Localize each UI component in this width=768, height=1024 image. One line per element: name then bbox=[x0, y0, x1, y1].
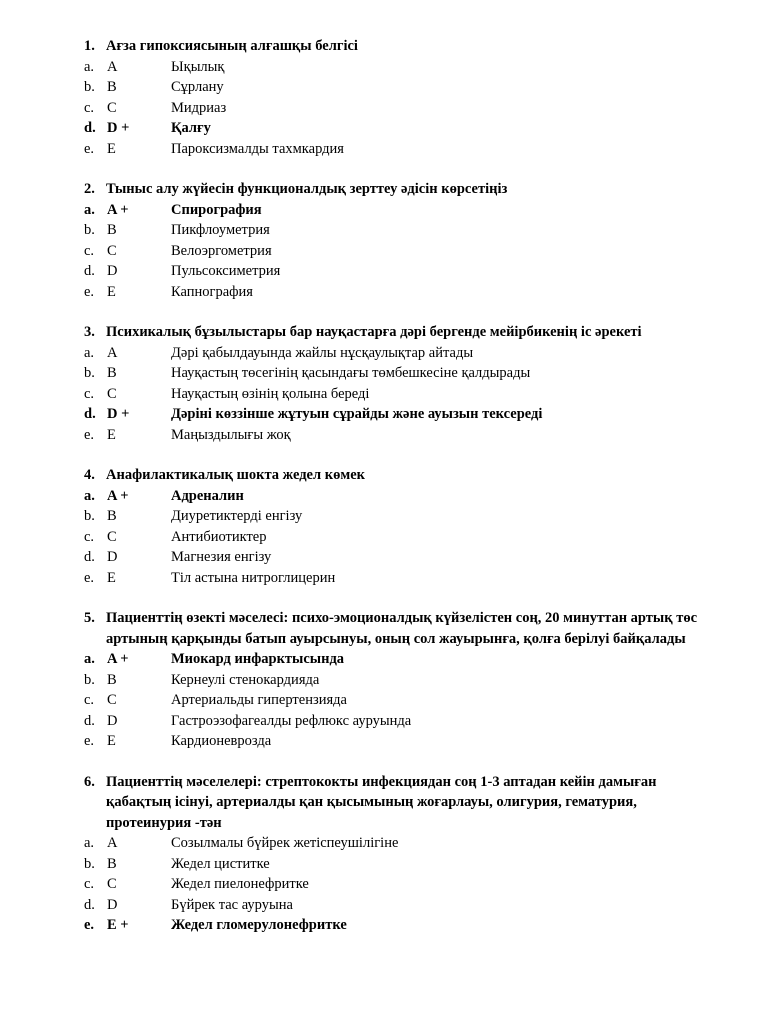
option-text: Мидриаз bbox=[171, 99, 227, 116]
option-row bbox=[84, 527, 714, 548]
option-key: D bbox=[107, 549, 118, 565]
option-key: B bbox=[107, 222, 117, 238]
question-header bbox=[84, 465, 714, 486]
option-text: Дәріні көззінше жұтуын сұрайды және ауызын тексереді bbox=[171, 406, 543, 422]
option-key: C bbox=[107, 876, 117, 892]
option-row bbox=[84, 711, 714, 732]
question-text: Анафилактикалық шокта жедел көмек bbox=[106, 467, 366, 483]
option-row bbox=[84, 220, 714, 241]
option-letter: a. bbox=[84, 344, 95, 361]
option-text: Қалғу bbox=[171, 120, 211, 136]
question-text: Ағза гипоксиясының алғашқы белгісі bbox=[106, 38, 358, 54]
option-key: D bbox=[107, 712, 118, 729]
question-3 bbox=[84, 322, 714, 445]
option-text: Гастроэзофагеалды рефлюкс ауруында bbox=[171, 712, 412, 729]
option-row bbox=[84, 506, 714, 527]
option-key: A + bbox=[107, 651, 129, 667]
option-letter: b. bbox=[84, 671, 95, 688]
option-row bbox=[84, 486, 714, 507]
option-key: B bbox=[107, 79, 117, 95]
option-row bbox=[84, 915, 714, 936]
option-key: C bbox=[107, 692, 117, 708]
question-number: 5. bbox=[84, 610, 95, 626]
option-letter: d. bbox=[84, 263, 95, 279]
option-key: E + bbox=[107, 917, 129, 933]
question-text: Психикалық бұзылыстары бар науқастарға дәрі бергенде мейірбикенің іс әрекеті bbox=[106, 324, 642, 340]
option-letter: a. bbox=[84, 651, 95, 667]
option-text: Антибиотиктер bbox=[171, 528, 267, 545]
option-letter: b. bbox=[84, 855, 95, 872]
option-letter: d. bbox=[84, 712, 95, 729]
option-text: Сұрлану bbox=[171, 79, 224, 95]
option-text: Велоэргометрия bbox=[171, 242, 272, 259]
option-row bbox=[84, 854, 714, 875]
option-row bbox=[84, 895, 714, 916]
question-header bbox=[84, 179, 714, 200]
question-header bbox=[84, 36, 714, 57]
option-key: B bbox=[107, 508, 117, 524]
option-text: Магнезия енгізу bbox=[171, 549, 272, 565]
question-4 bbox=[84, 465, 714, 588]
option-text: Пульсоксиметрия bbox=[171, 263, 281, 279]
option-letter: a. bbox=[84, 201, 95, 218]
option-row bbox=[84, 874, 714, 895]
option-key: A + bbox=[107, 201, 129, 218]
option-text: Кернеулі стенокардияда bbox=[171, 671, 320, 688]
option-text: Кардионеврозда bbox=[171, 733, 272, 749]
option-letter: d. bbox=[84, 549, 95, 565]
option-letter: a. bbox=[84, 487, 95, 504]
question-header bbox=[84, 322, 714, 343]
option-key: C bbox=[107, 528, 117, 545]
option-row bbox=[84, 200, 714, 221]
question-number: 4. bbox=[84, 467, 95, 483]
option-text: Жедел пиелонефритке bbox=[171, 876, 309, 892]
option-text: Капнография bbox=[171, 283, 253, 300]
question-header bbox=[84, 772, 714, 834]
option-letter: b. bbox=[84, 222, 95, 238]
option-letter: a. bbox=[84, 835, 95, 851]
option-key: E bbox=[107, 569, 116, 586]
option-row bbox=[84, 384, 714, 405]
option-row bbox=[84, 670, 714, 691]
option-text: Диуретиктерді енгізу bbox=[171, 508, 303, 524]
option-row bbox=[84, 139, 714, 160]
option-row bbox=[84, 547, 714, 568]
option-letter: d. bbox=[84, 406, 96, 422]
question-number: 3. bbox=[84, 324, 95, 340]
option-text: Созылмалы бүйрек жетіспеушілігіне bbox=[171, 835, 399, 851]
option-row bbox=[84, 261, 714, 282]
option-letter: e. bbox=[84, 283, 95, 300]
option-row bbox=[84, 731, 714, 752]
document-page bbox=[84, 36, 714, 956]
question-text: Тыныс алу жүйесін функционалдық зерттеу әдісін көрсетіңіз bbox=[106, 181, 508, 197]
option-key: D + bbox=[107, 120, 130, 136]
option-letter: e. bbox=[84, 917, 95, 933]
option-text: Тіл астына нитроглицерин bbox=[171, 569, 336, 586]
option-letter: c. bbox=[84, 242, 95, 259]
option-letter: e. bbox=[84, 569, 95, 586]
option-key: C bbox=[107, 242, 117, 259]
option-text: Адреналин bbox=[171, 487, 244, 504]
question-text: Пациенттің мәселелері: стрептококты инфекциядан соң 1-3 аптадан кейін дамыған қабақтың ісінуі, артериалды қан қысымының жоғарлауы, олигурия, гематурия, протеинурия -тән bbox=[106, 773, 657, 831]
option-key: B bbox=[107, 671, 117, 688]
option-key: E bbox=[107, 140, 116, 157]
option-letter: d. bbox=[84, 896, 95, 913]
option-letter: a. bbox=[84, 58, 95, 75]
question-6 bbox=[84, 772, 714, 936]
option-row bbox=[84, 98, 714, 119]
option-text: Артериальды гипертензияда bbox=[171, 692, 347, 708]
option-row bbox=[84, 241, 714, 262]
option-row bbox=[84, 118, 714, 139]
option-row bbox=[84, 57, 714, 78]
option-letter: c. bbox=[84, 876, 95, 892]
option-row bbox=[84, 425, 714, 446]
option-row bbox=[84, 363, 714, 384]
option-text: Бүйрек тас ауруына bbox=[171, 896, 293, 913]
option-text: Дәрі қабылдауында жайлы нұсқаулықтар айтады bbox=[171, 344, 474, 361]
option-text: Науқастың өзінің қолына береді bbox=[171, 385, 370, 402]
option-text: Миокард инфарктысында bbox=[171, 651, 345, 667]
option-letter: b. bbox=[84, 365, 95, 381]
option-key: B bbox=[107, 855, 117, 872]
option-text: Ықылық bbox=[171, 58, 225, 75]
option-key: E bbox=[107, 733, 116, 749]
question-2 bbox=[84, 179, 714, 302]
option-row bbox=[84, 568, 714, 589]
option-letter: d. bbox=[84, 120, 96, 136]
option-letter: c. bbox=[84, 692, 95, 708]
option-key: A bbox=[107, 58, 118, 75]
option-key: E bbox=[107, 426, 116, 443]
option-key: D + bbox=[107, 406, 130, 422]
option-row bbox=[84, 649, 714, 670]
question-number: 1. bbox=[84, 38, 95, 54]
option-text: Пароксизмалды тахмкардия bbox=[171, 140, 344, 157]
option-letter: b. bbox=[84, 79, 95, 95]
question-number: 6. bbox=[84, 773, 95, 790]
question-number: 2. bbox=[84, 181, 95, 197]
option-letter: e. bbox=[84, 733, 95, 749]
question-1 bbox=[84, 36, 714, 159]
option-row bbox=[84, 833, 714, 854]
option-key: E bbox=[107, 283, 116, 300]
option-key: A bbox=[107, 835, 118, 851]
question-text: Пациенттің өзекті мәселесі: психо-эмоционалдық күйзелістен соң, 20 минуттан артық төс артының қарқынды батып ауырсынуы, оның сол жауырынға, қолға берілуі байқалады bbox=[106, 610, 698, 647]
option-letter: c. bbox=[84, 528, 95, 545]
question-5 bbox=[84, 608, 714, 752]
option-row bbox=[84, 282, 714, 303]
option-key: D bbox=[107, 263, 118, 279]
option-key: C bbox=[107, 99, 117, 116]
option-letter: b. bbox=[84, 508, 95, 524]
option-row bbox=[84, 77, 714, 98]
option-text: Спирография bbox=[171, 201, 262, 218]
option-key: A bbox=[107, 344, 118, 361]
question-header bbox=[84, 608, 714, 649]
option-key: B bbox=[107, 365, 117, 381]
option-text: Науқастың төсегінің қасындағы төмбешкесіне қалдырады bbox=[171, 365, 531, 381]
option-row bbox=[84, 690, 714, 711]
option-letter: c. bbox=[84, 99, 95, 116]
option-text: Маңыздылығы жоқ bbox=[171, 426, 291, 443]
option-key: A + bbox=[107, 487, 129, 504]
option-row bbox=[84, 404, 714, 425]
option-text: Жедел циститке bbox=[171, 855, 270, 872]
option-letter: c. bbox=[84, 385, 95, 402]
option-letter: e. bbox=[84, 140, 95, 157]
option-key: C bbox=[107, 385, 117, 402]
option-letter: e. bbox=[84, 426, 95, 443]
option-row bbox=[84, 343, 714, 364]
option-text: Пикфлоуметрия bbox=[171, 222, 270, 238]
option-key: D bbox=[107, 896, 118, 913]
option-text: Жедел гломерулонефритке bbox=[171, 917, 347, 933]
